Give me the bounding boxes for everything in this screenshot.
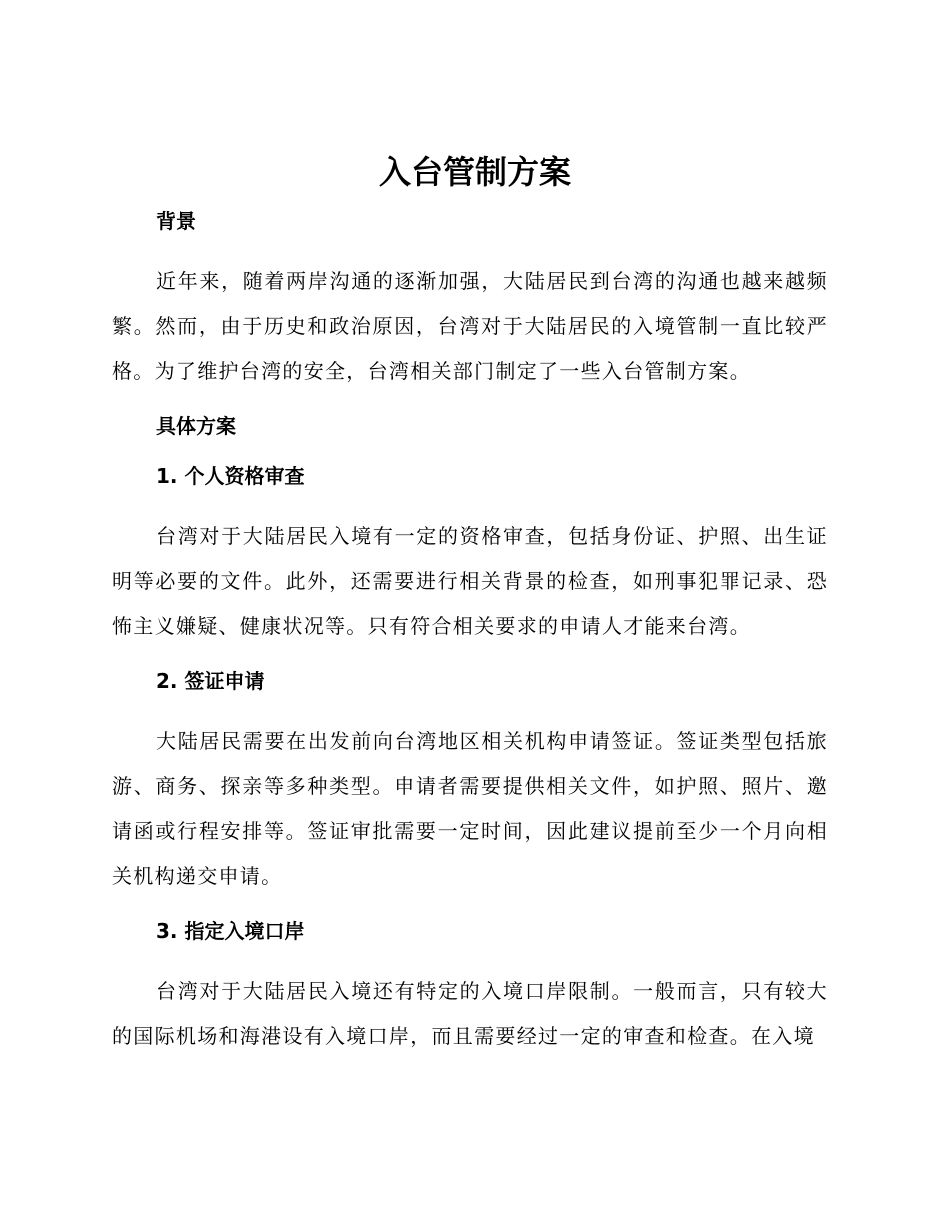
section-heading-visa: 2. 签证申请 bbox=[156, 669, 265, 693]
paragraph-port-of-entry: 台湾对于大陆居民入境还有特定的入境口岸限制。一般而言，只有较大的国际机场和海港设有入境口岸，而且需要经过一定的审查和检查。在入境 bbox=[112, 979, 828, 1048]
paragraph-background: 近年来，随着两岸沟通的逐渐加强，大陆居民到台湾的沟通也越来越频繁。然而，由于历史和政治原因，台湾对于大陆居民的入境管制一直比较严格。为了维护台湾的安全，台湾相关部门制定了一些入台管制方案。 bbox=[112, 269, 828, 383]
document-body bbox=[112, 203, 828, 1059]
section-heading-background: 背景 bbox=[156, 209, 196, 233]
section-heading-qualification: 1. 个人资格审查 bbox=[156, 464, 305, 488]
document-title: 入台管制方案 bbox=[378, 153, 571, 191]
section-heading-plan: 具体方案 bbox=[156, 414, 236, 438]
paragraph-visa: 大陆居民需要在出发前向台湾地区相关机构申请签证。签证类型包括旅游、商务、探亲等多种类型。申请者需要提供相关文件，如护照、照片、邀请函或行程安排等。签证审批需要一定时间，因此建议提前至少一个月向相关机构递交申请。 bbox=[112, 729, 828, 888]
paragraph-qualification: 台湾对于大陆居民入境有一定的资格审查，包括身份证、护照、出生证明等必要的文件。此外，还需要进行相关背景的检查，如刑事犯罪记录、恐怖主义嫌疑、健康状况等。只有符合相关要求的申请人才能来台湾。 bbox=[112, 524, 828, 638]
section-heading-port-of-entry: 3. 指定入境口岸 bbox=[156, 919, 305, 943]
